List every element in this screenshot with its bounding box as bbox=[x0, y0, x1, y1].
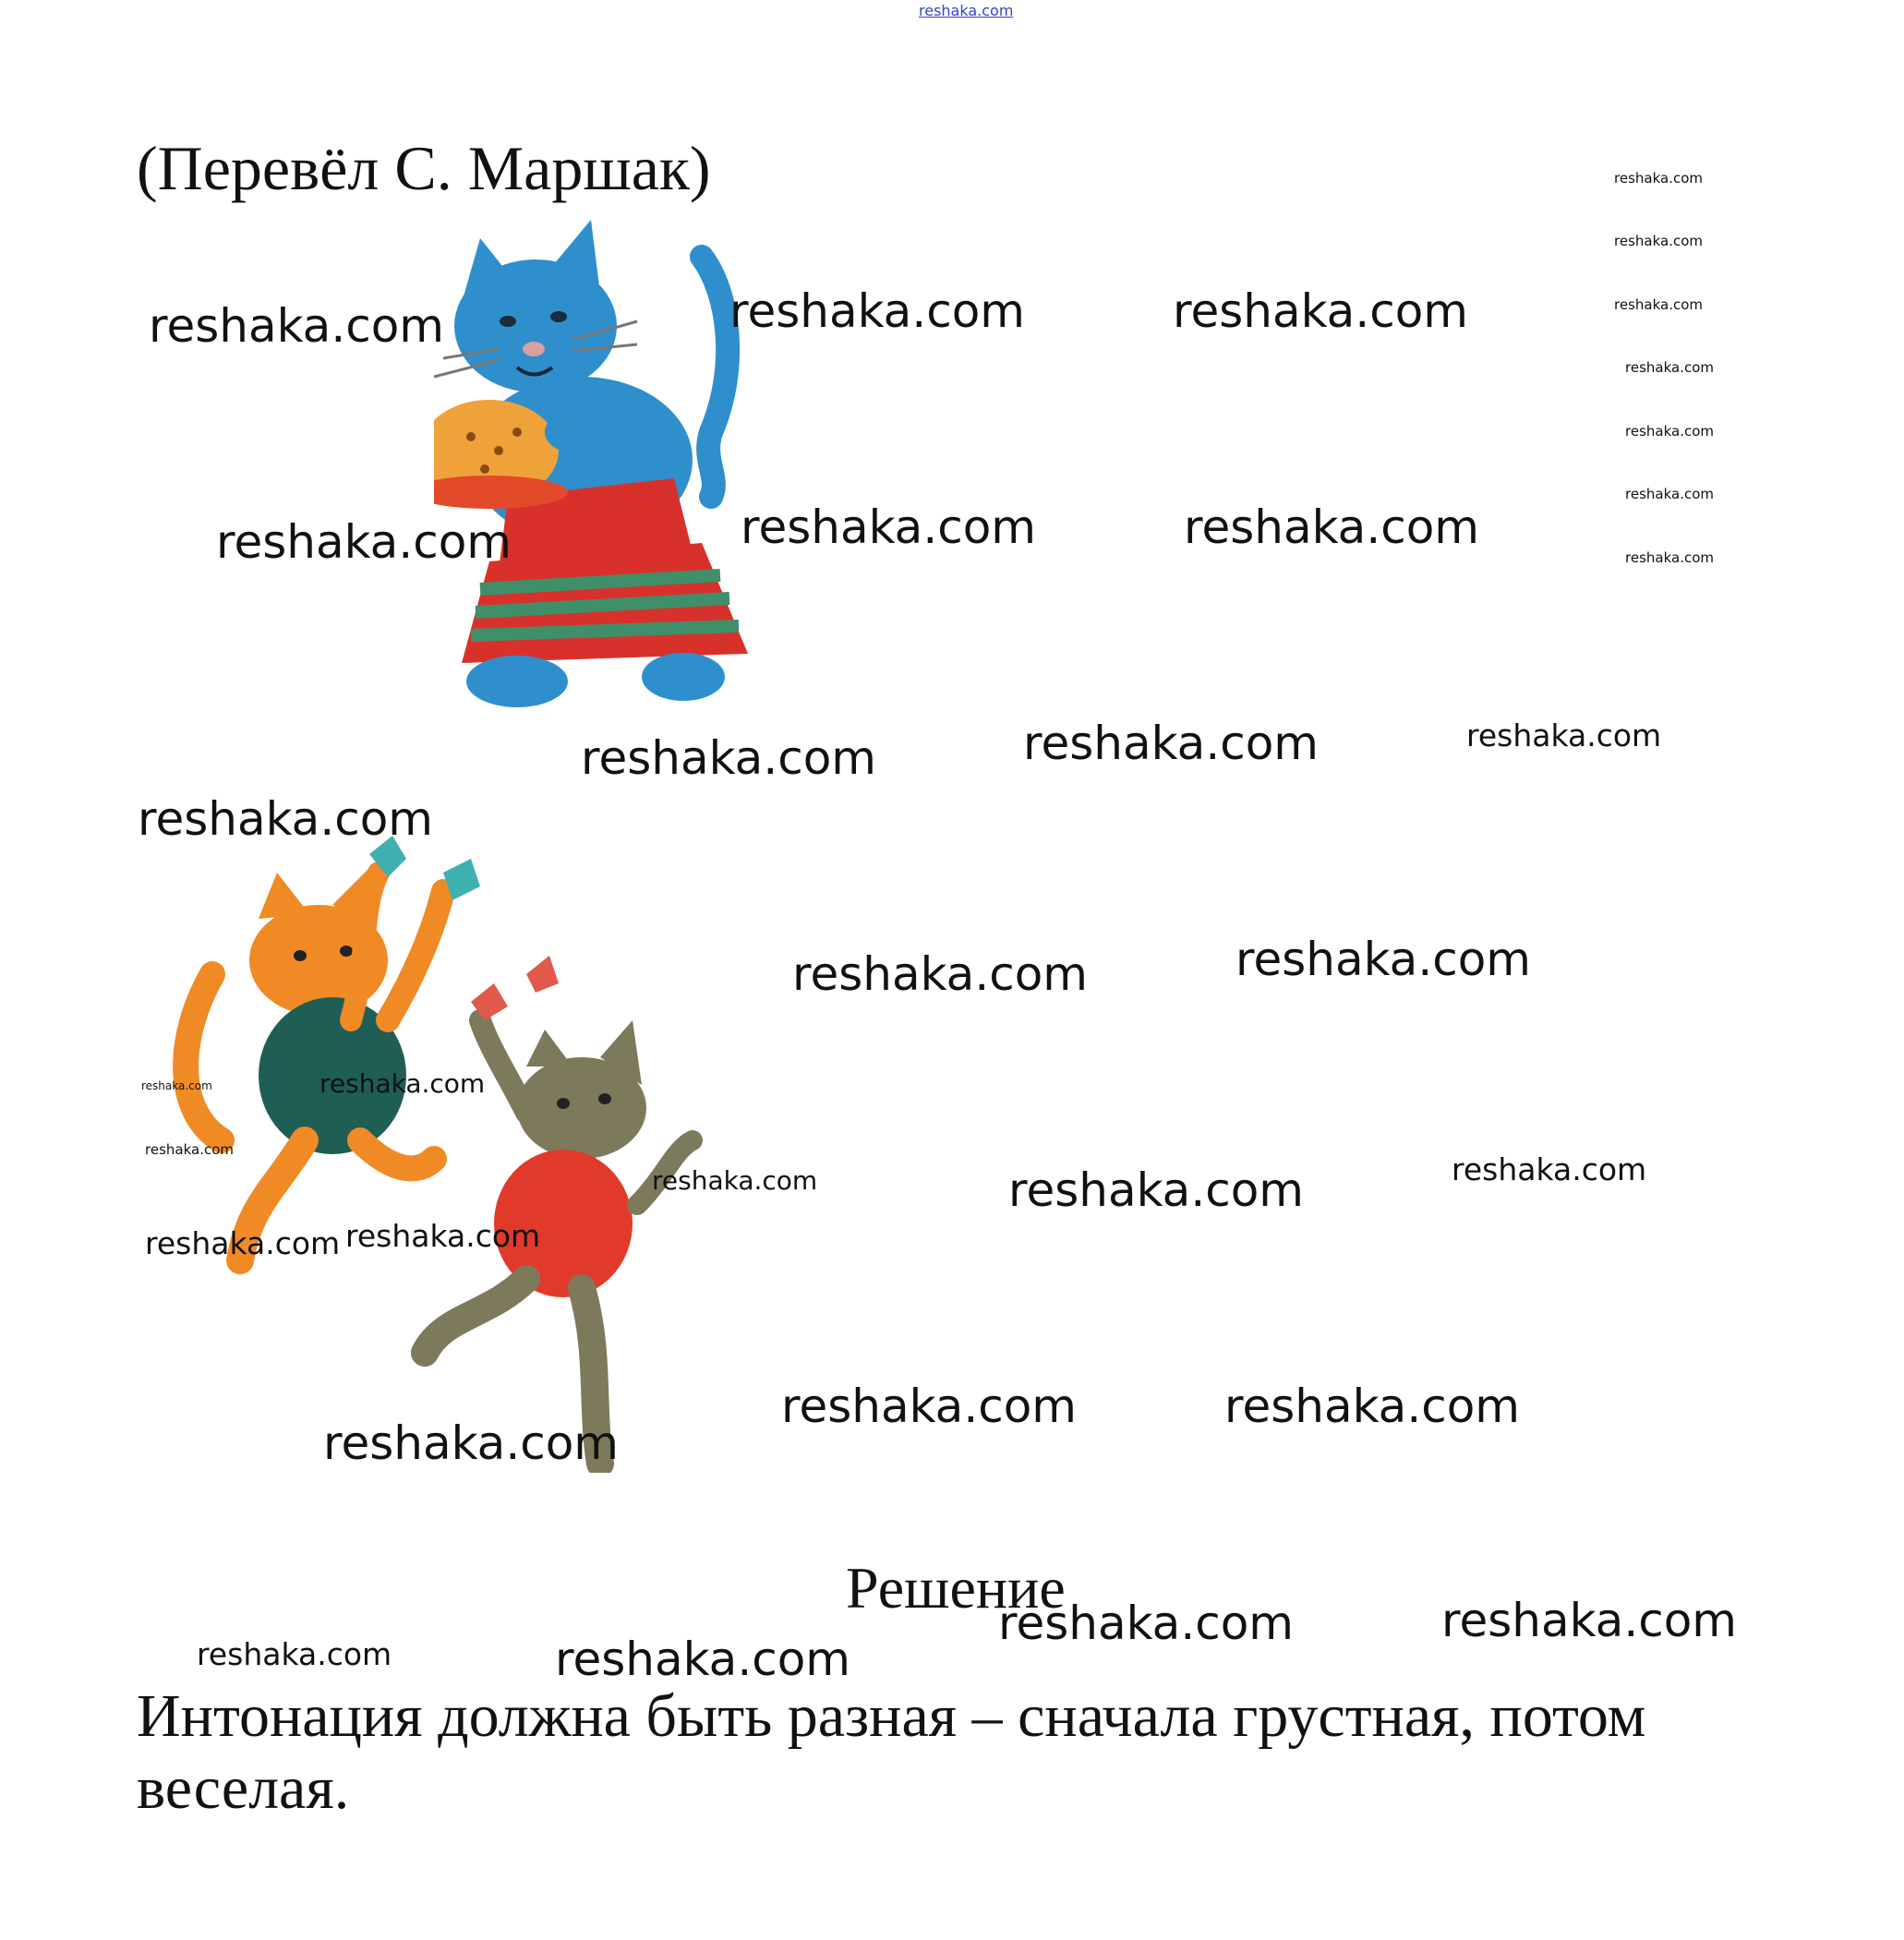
site-link[interactable]: reshaka.com bbox=[919, 2, 1014, 19]
watermark: reshaka.com bbox=[197, 1636, 392, 1672]
watermark: reshaka.com bbox=[1614, 296, 1703, 313]
solution-text: Интонация должна быть разная – сначала грустная, потом веселая. bbox=[137, 1682, 1646, 1822]
watermark: reshaka.com bbox=[149, 299, 444, 353]
watermark: reshaka.com bbox=[216, 515, 512, 569]
watermark: reshaka.com bbox=[729, 284, 1025, 338]
watermark: reshaka.com bbox=[998, 1597, 1294, 1650]
grey-cat-head bbox=[517, 1057, 646, 1159]
cat-foot-left bbox=[466, 656, 568, 707]
watermark: reshaka.com bbox=[1008, 1163, 1304, 1217]
watermark: reshaka.com bbox=[1184, 500, 1479, 554]
watermark: reshaka.com bbox=[319, 1068, 486, 1099]
watermark: reshaka.com bbox=[652, 1165, 818, 1196]
watermark: reshaka.com bbox=[145, 1141, 234, 1158]
watermark: reshaka.com bbox=[1466, 717, 1662, 753]
watermark: reshaka.com bbox=[581, 731, 876, 785]
watermark: reshaka.com bbox=[1235, 933, 1531, 986]
watermark: reshaka.com bbox=[741, 500, 1036, 554]
watermark: reshaka.com bbox=[1224, 1380, 1520, 1433]
watermark: reshaka.com bbox=[781, 1380, 1077, 1433]
watermark: reshaka.com bbox=[138, 792, 433, 846]
watermark: reshaka.com bbox=[141, 1079, 212, 1092]
watermark: reshaka.com bbox=[792, 947, 1088, 1001]
watermark: reshaka.com bbox=[1614, 233, 1703, 249]
watermark: reshaka.com bbox=[1173, 284, 1468, 338]
watermark: reshaka.com bbox=[1625, 486, 1714, 502]
watermark: reshaka.com bbox=[323, 1416, 619, 1470]
watermark: reshaka.com bbox=[345, 1218, 541, 1254]
watermark: reshaka.com bbox=[145, 1225, 341, 1261]
watermark: reshaka.com bbox=[1625, 359, 1714, 376]
translator-note: (Перевёл С. Маршак) bbox=[137, 133, 711, 203]
orange-cat-tail bbox=[186, 974, 222, 1140]
watermark: reshaka.com bbox=[1625, 423, 1714, 440]
solution-title: Решение bbox=[846, 1555, 1066, 1621]
cat-tail bbox=[702, 257, 728, 497]
watermark: reshaka.com bbox=[1023, 717, 1319, 770]
watermark: reshaka.com bbox=[1614, 170, 1703, 187]
watermark: reshaka.com bbox=[1625, 549, 1714, 566]
watermark: reshaka.com bbox=[1452, 1151, 1647, 1187]
cat-foot-right bbox=[642, 653, 725, 701]
watermark: reshaka.com bbox=[1441, 1594, 1737, 1647]
watermark: reshaka.com bbox=[555, 1633, 850, 1686]
